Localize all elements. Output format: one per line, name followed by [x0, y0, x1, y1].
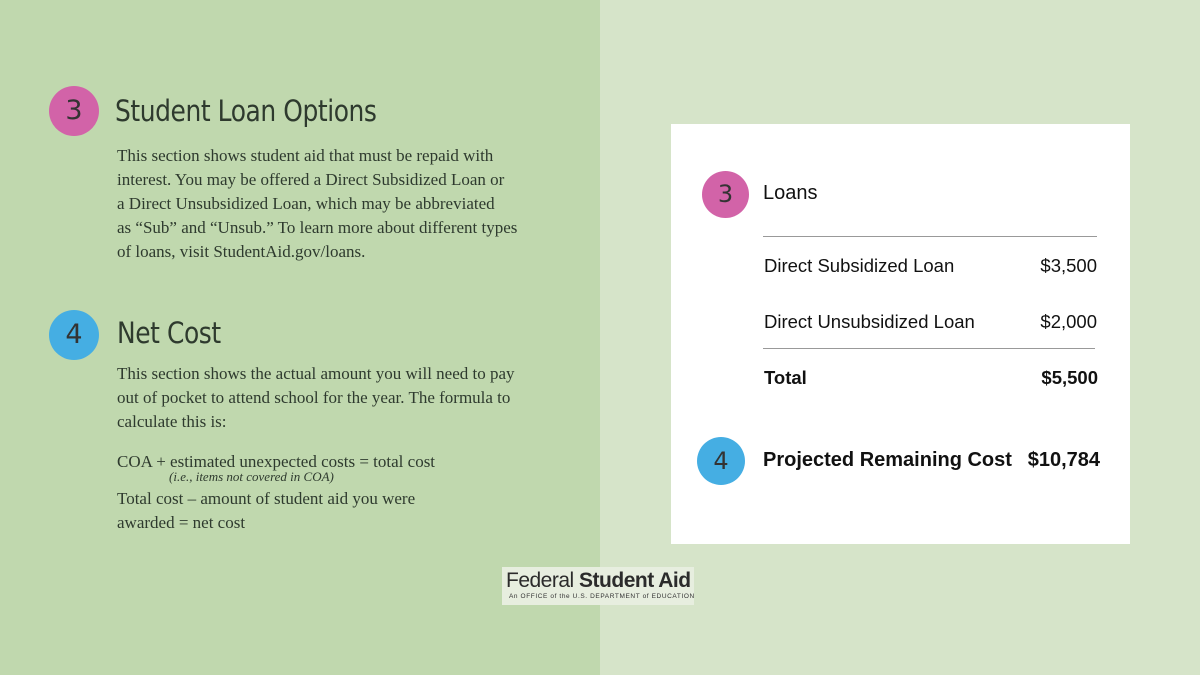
section-3-line: of loans, visit StudentAid.gov/loans.	[117, 242, 366, 261]
logo-word-federal: Federal	[506, 569, 574, 592]
formula-note: (i.e., items not covered in COA)	[169, 469, 334, 484]
remaining-cost-badge: 4	[697, 437, 745, 485]
formula-line: COA + estimated unexpected costs = total cost	[117, 452, 436, 471]
loans-total-amount: $5,500	[1041, 367, 1098, 388]
section-4-title: Net Cost	[117, 316, 221, 350]
loan-row-amount: $3,500	[1040, 255, 1097, 276]
section-4-line: out of pocket to attend school for the year. The formula to	[117, 388, 511, 407]
loan-row-label: Direct Subsidized Loan	[764, 255, 955, 276]
section-3-line: This section shows student aid that must be repaid with	[117, 146, 494, 165]
loans-heading: Loans	[763, 182, 818, 204]
loans-total-label: Total	[764, 367, 807, 388]
loans-total-divider	[763, 348, 1095, 349]
loan-row-label: Direct Unsubsidized Loan	[764, 311, 975, 332]
loans-badge: 3	[702, 171, 749, 218]
logo-wordmark	[506, 569, 691, 593]
loan-row-amount: $2,000	[1040, 311, 1097, 332]
section-3-line: interest. You may be offered a Direct Subsidized Loan or	[117, 170, 505, 189]
section-4-badge: 4	[49, 310, 99, 360]
remaining-cost-label: Projected Remaining Cost	[763, 449, 1012, 471]
section-3-line: a Direct Unsubsidized Loan, which may be abbreviated	[117, 194, 495, 213]
section-3-badge: 3	[49, 86, 99, 136]
formula-line: Total cost – amount of student aid you were	[117, 489, 416, 508]
federal-student-aid-logo	[502, 567, 694, 605]
section-4-description	[117, 362, 515, 434]
section-3-line: as “Sub” and “Unsub.” To learn more about different types	[117, 218, 518, 237]
logo-word-student-aid: Student Aid	[579, 569, 691, 592]
logo-tagline: An OFFICE of the U.S. DEPARTMENT of EDUCATION	[509, 593, 695, 600]
section-3-title: Student Loan Options	[115, 94, 377, 128]
loans-top-divider	[763, 236, 1097, 237]
formula-line: awarded = net cost	[117, 513, 246, 532]
section-3-description	[117, 144, 517, 264]
remaining-cost-amount: $10,784	[1027, 449, 1100, 471]
award-summary-card	[671, 124, 1130, 544]
section-4-line: This section shows the actual amount you will need to pay	[117, 364, 515, 383]
section-4-line: calculate this is:	[117, 412, 227, 431]
formula-net-cost	[117, 487, 415, 535]
